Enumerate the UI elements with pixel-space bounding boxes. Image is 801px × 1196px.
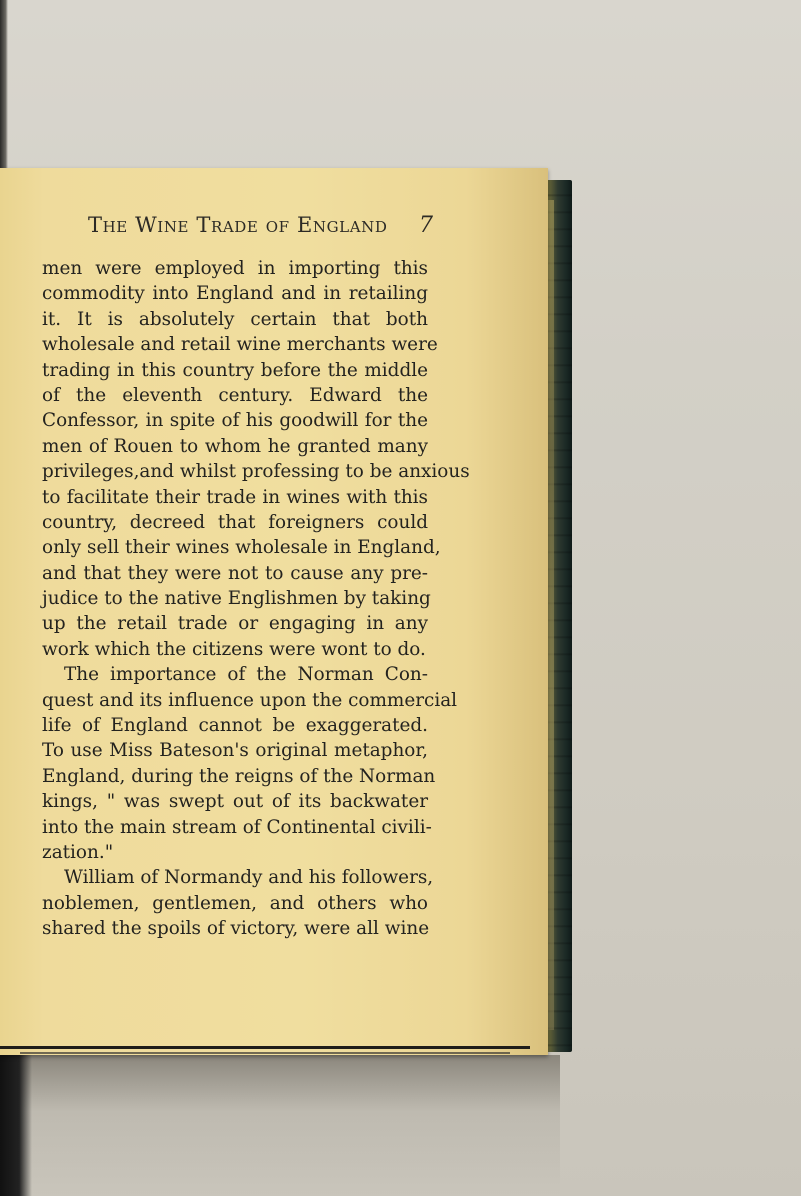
text-line: Confessor, in spite of his goodwill for the	[42, 410, 428, 432]
text-line: noblemen, gentlemen, and others who	[42, 892, 428, 914]
text-line: and that they were not to cause any pre-	[42, 562, 428, 584]
text-line: wholesale and retail wine merchants were	[42, 334, 438, 356]
book-spine-highlight	[548, 200, 554, 1030]
bottom-left-book-edge	[0, 1055, 32, 1196]
text-line: men of Rouen to whom he granted many	[42, 435, 428, 457]
body-text	[42, 256, 470, 942]
page-bottom-edge-secondary	[20, 1052, 510, 1054]
text-line: shared the spoils of victory, were all wine	[42, 918, 430, 940]
text-line: work which the citizens were wont to do.	[42, 638, 426, 660]
text-line: To use Miss Bateson's original metaphor,	[42, 740, 428, 762]
text-line: kings, " was swept out of its backwater	[42, 791, 428, 813]
text-line: quest and its influence upon the commercial	[42, 689, 458, 711]
text-line: judice to the native Englishmen by taking	[42, 588, 431, 610]
text-line: into the main stream of Continental civili-	[42, 816, 432, 838]
running-header	[88, 213, 433, 247]
left-book-edge	[0, 0, 8, 170]
text-line: William of Normandy and his followers,	[64, 867, 434, 889]
page-number: 7	[419, 213, 433, 238]
page-shadow	[0, 1055, 560, 1196]
text-line: privileges,and whilst professing to be anxious	[42, 461, 470, 483]
text-line: life of England cannot be exaggerated.	[42, 715, 428, 737]
text-line: it. It is absolutely certain that both	[42, 308, 428, 330]
page-bottom-edge	[0, 1046, 530, 1049]
text-line: commodity into England and in retailing	[42, 283, 428, 305]
running-header-title: The Wine Trade of England	[88, 213, 388, 237]
text-line: trading in this country before the middle	[42, 359, 428, 381]
text-line: up the retail trade or engaging in any	[42, 613, 428, 635]
text-line: The importance of the Norman Con-	[64, 664, 428, 686]
text-line: zation."	[42, 841, 114, 863]
text-line: of the eleventh century. Edward the	[42, 384, 428, 406]
text-line: England, during the reigns of the Norman	[42, 765, 436, 787]
text-line: men were employed in importing this	[42, 258, 428, 279]
text-line: country, decreed that foreigners could	[42, 511, 428, 533]
text-line: only sell their wines wholesale in England,	[42, 537, 441, 559]
text-line: to facilitate their trade in wines with this	[42, 486, 428, 508]
